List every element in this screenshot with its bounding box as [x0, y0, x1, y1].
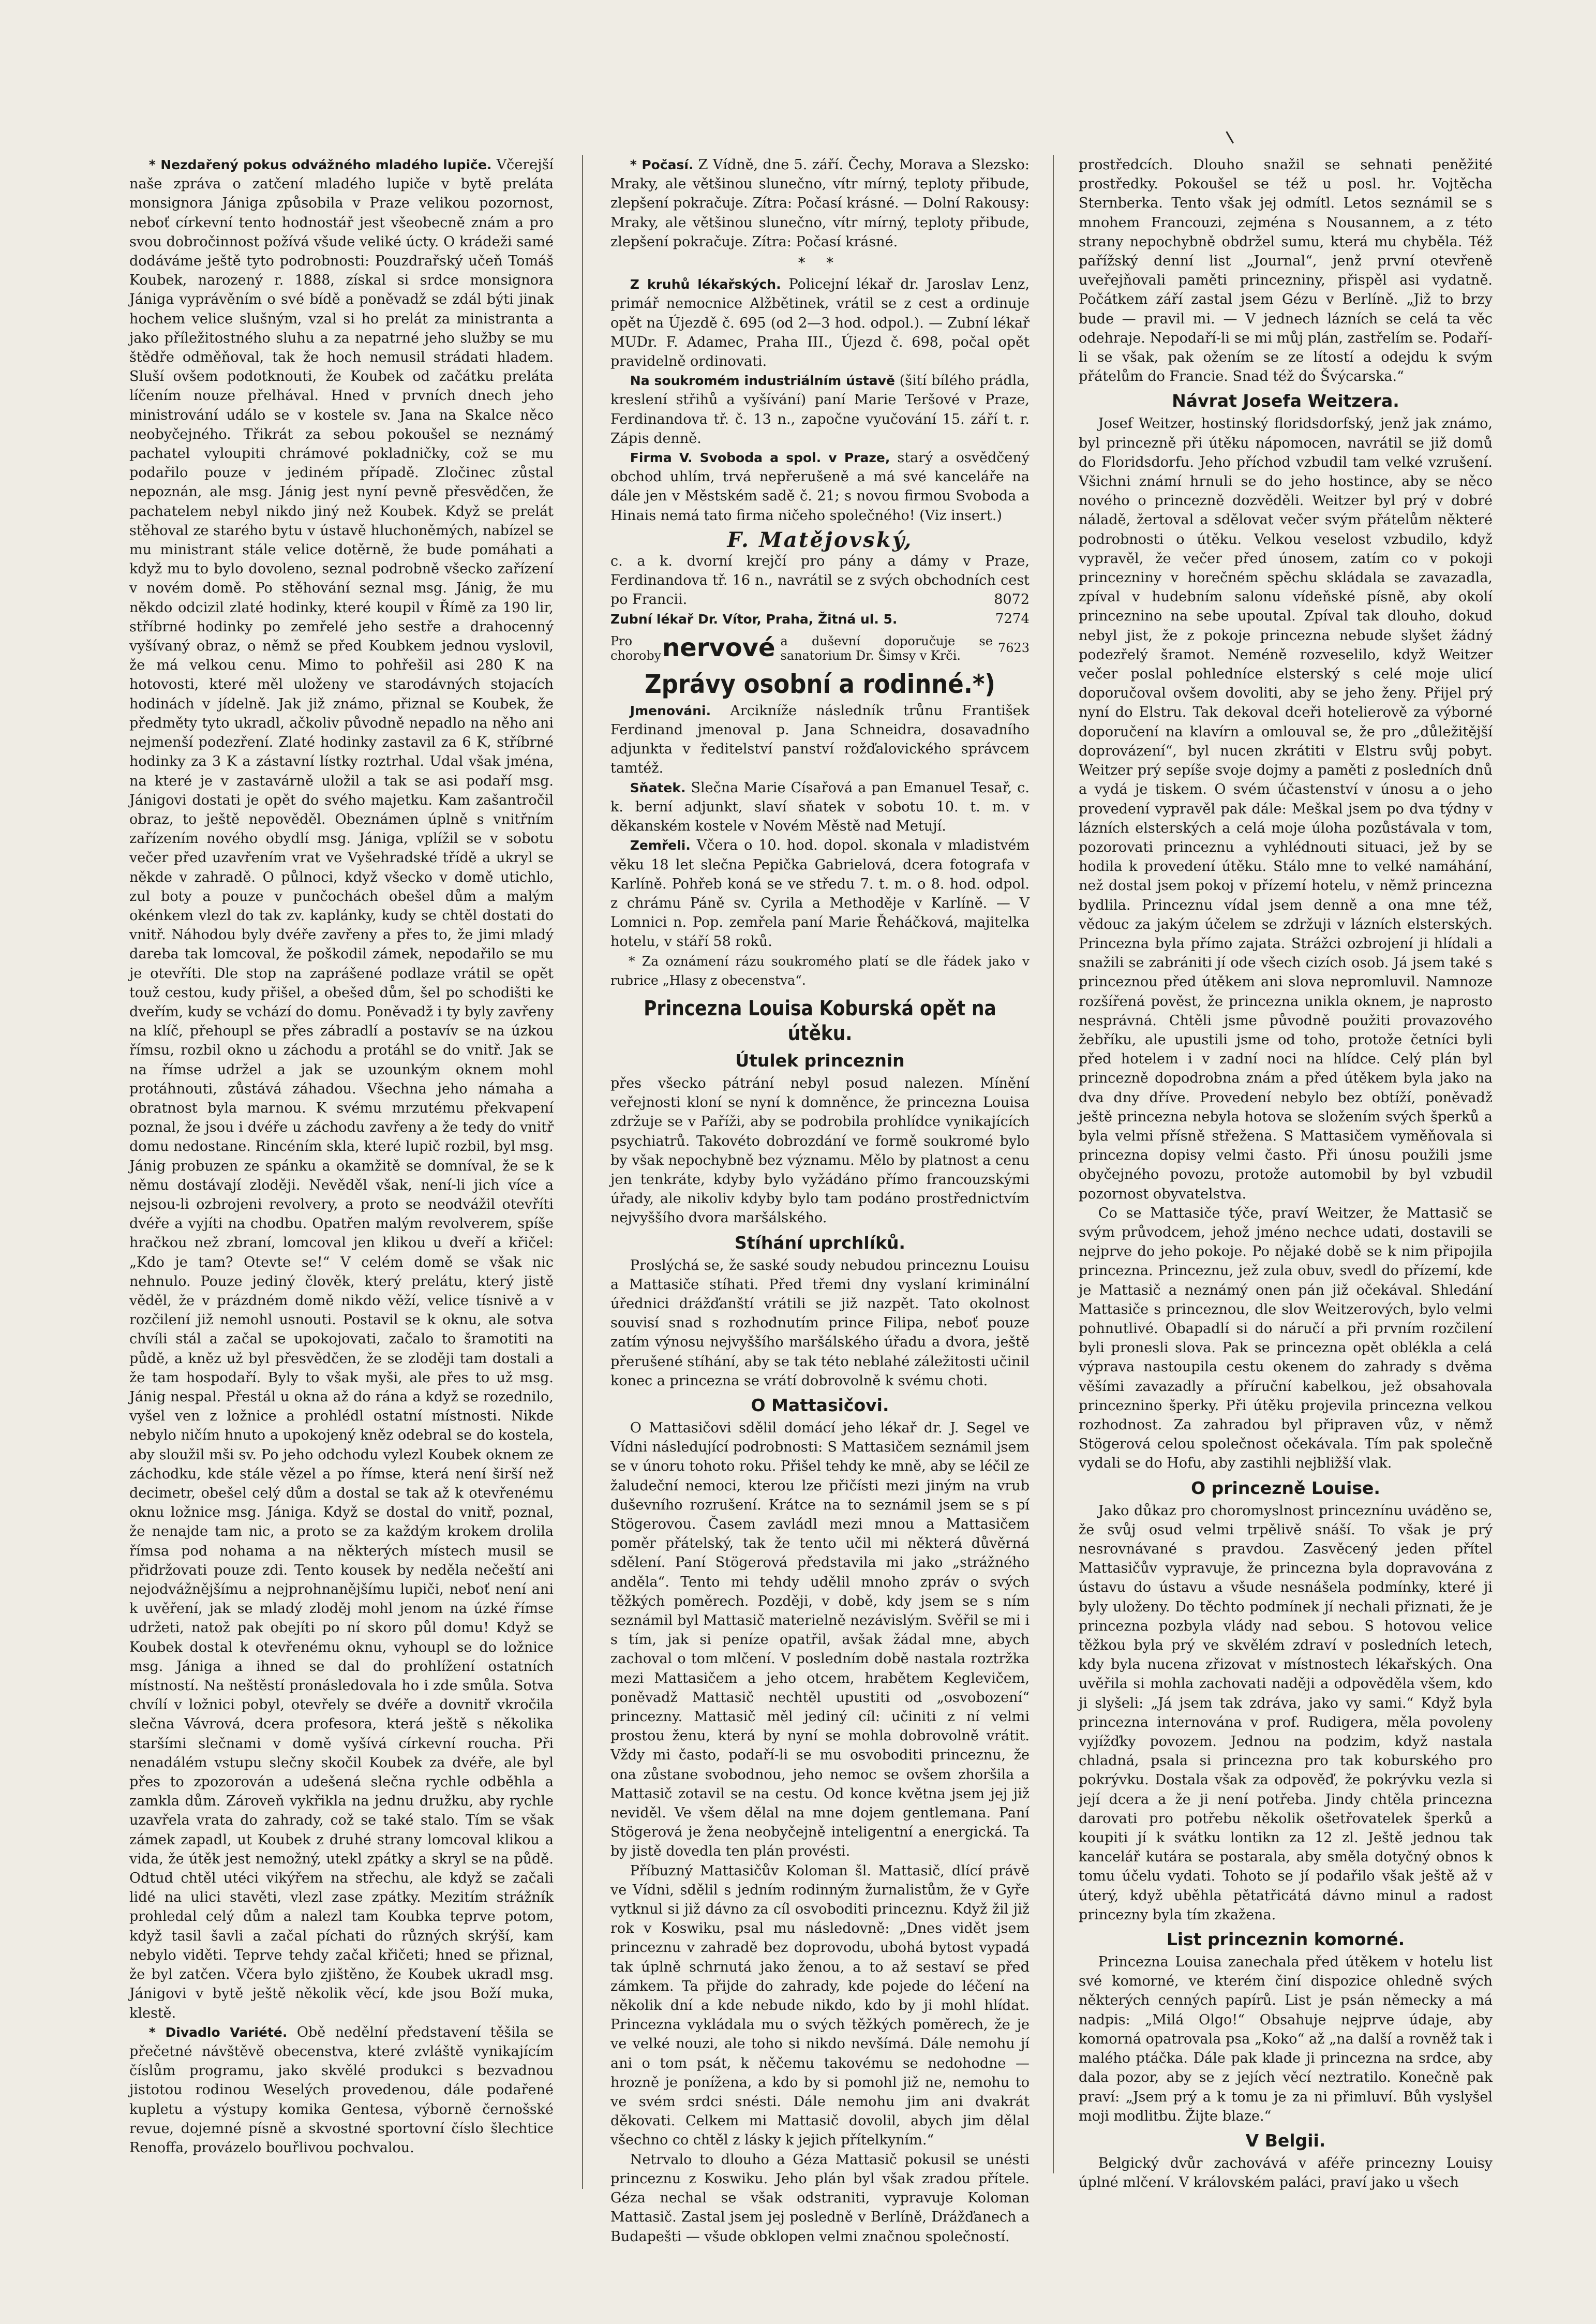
ad-dentist-text: Zubní lékař Dr. Vítor, Praha, Žitná ul. 5.: [610, 611, 898, 627]
ad-number: 7623: [997, 641, 1030, 656]
paragraph: Belgický dvůr zachovává v aféře princezny Louisy úplné mlčení. V královském paláci, praví jako u všech: [1079, 2155, 1493, 2191]
ad-number: 8072: [994, 591, 1030, 608]
personal-lead: Zemřeli.: [630, 838, 691, 853]
article-body: Obě nedělní představení těšila se přečetné návštěvě obecenstva, které zvláště vynikajícím číslům programu, jako skvělé produkci s bezvadnou jistotou rodinou Weselých provedenou, dále podařené kupletu a výstupy komika Gentesa, výborně černošské revue, dojemné písně a skvostné sportovní číslo šlechtice Renoffa, provázelo bouřlivou pochvalou.: [129, 2024, 554, 2156]
ad-sanatorium: [610, 634, 1030, 663]
headline-princess: Princezna Louisa Koburská opět na útěku.: [644, 996, 996, 1045]
column-right: [1079, 155, 1493, 2191]
personal-lead: Jmenováni.: [630, 703, 711, 718]
notice-institute: [610, 371, 1030, 448]
paragraph: Netrvalo to dlouho a Géza Mattasič pokusil se unésti princeznu z Koswiku. Jeho plán byl však zradou přítele. Géza nechal se však odstraniti, vypravuje Koloman Mattasič. Zastal jsem jej posledně v Berlíně, Drážďanech a Budapešti — všude obklopen velmi značnou společností.: [610, 2151, 1030, 2245]
subheading-shelter: Útulek princeznin: [735, 1050, 905, 1071]
article-weather: [610, 155, 1030, 251]
subheading-letter: List princeznin komorné.: [1166, 1929, 1405, 1950]
notice-doctors: [610, 275, 1030, 371]
footnote: * Za oznámení rázu soukromého platí se dle řádek jako v rubrice „Hlasy z obecenstva“.: [610, 953, 1030, 988]
subheading-louise: O princezně Louise.: [1191, 1477, 1380, 1498]
personal-deaths: Zemřeli. Včera o 10. hod. dopol. skonala v mladistvém věku 18 let slečna Pepička Gabrielová, dcera fotografa v Karlíně. Pohřeb koná se ve středu 7. t. m. o 8. hod. odpol. z chrámu Páně sv. Cyrila a Methoděje v Karlíně. — V Lomnici n. Pop. zemřela paní Marie Řeháčková, majitelka hotelu, v stáří 58 roků.: [610, 837, 1030, 950]
notice-body: (šití bílého prádla, kreslení střihů a vyšívání) paní Marie Teršové v Praze, Ferdinandova tř. č. 13 n., započne vyučování 15. září t. r. Zápis denně.: [610, 373, 1030, 447]
ad-tailor-text: c. a k. dvorní krejčí pro pány a dámy v Praze, Ferdinandova tř. 16 n., navrátil se z svých obchodních cest po Francii. 8072: [610, 552, 1030, 610]
article-lead: * Divadlo Variété.: [149, 2025, 288, 2040]
column-rule: [582, 155, 583, 2189]
column-left: [129, 155, 554, 2225]
ad-sanatorium-word: nervové: [662, 633, 775, 663]
paragraph: O Mattasičovi sdělil domácí jeho lékař dr. J. Segel ve Vídni následující podrobnosti: S Mattasičem seznámil jsem se v únoru tohoto roku. Přišel tehdy ke mně, aby se léčil ze žaludeční nemoci, kterou lze přičísti mezi jiným na vrub duševního rozrušení. Krátce na to seznámil jsem se s pí Stögerovou. Časem zavládl mezi mnou a Mattasičem poměr přátelský, tak že tento učil mi některá důvěrná sdělení. Paní Stögerová představila mi jako „strážného anděla“. Tento mi tehdy udělil mnoho zpráv o svých těžkých poměrech. Později, v době, kdy jsem se s ním seznámil byl Mattasič materielně nezávislým. Svěřil se mi i s tím, jak si peníze opatřil, avšak žádal mne, abych zachoval o tom mlčení. V posledním době nastala roztržka mezi Mattasičem a jeho otcem, hrabětem Keglevičem, poněvadž Mattasič nechtěl upustiti od „osvobození“ princezny. Mattasič měl jediný cíl: učiniti z ní velmi prostou ženu, která by nyní se mohla dobrovolně vrátit. Vždy mi často, podaří-li se mu osvoboditi princeznu, že ona zůstane svobodnou, jeho nemoc se ovšem zhoršila a Mattasič zotavil se na cestu. Od konce května jsem jej již neviděl. Ve všem dělal na mne dojem gentlemana. Paní Stögerová je žena neobyčejně inteligentní a energická. Ta by jistě dovedla ten plán provésti.: [610, 1419, 1030, 1860]
subheading-mattasic: O Mattasičovi.: [751, 1395, 889, 1415]
paragraph: Příbuzný Mattasičův Koloman šl. Mattasič, dlící právě ve Vídni, sdělil s jedním rodinným žurnalistům, že v Gyře vytknul si již dávno za cíl osvoboditi princeznu. Když žil již rok v Koswiku, psal mu následovně: „Dnes vidět jsem princeznu v zahradě bez doprovodu, ubohá bytost vypadá tak úplně schrnutá jako ženou, a to až sestaví se před zámkem. Ta přijde do zahrady, kde pojede do léčení na několik dní a kde nebude nikdo, kdo by ji mohl hlídat. Princezna vykládala mu o svých těžkých poměrech, že je ve velké nouzi, ale toho si nikdo nevšímá. Dále nemohu jí ani o tom psát, k něčemu takovému se nedohodne — hrozně je ponížena, a kdo by si pomohl již ne, nemohu to ve svém srdci snésti. Dále nemohu jim ani dvakrát děkovati. Celkem mi Mattasič dovolil, abych jim dělal všechno co chtěl z lásky k jejich přítelkyním.“: [610, 1862, 1030, 2149]
ad-tailor-name: F. Matějovský,: [727, 527, 913, 552]
article-robbery: [129, 155, 554, 2023]
subheading-weitzer: Návrat Josefa Weitzera.: [1172, 391, 1399, 411]
paragraph: Co se Mattasiče týče, praví Weitzer, že Mattasič se svým průvodcem, jehož jméno nechce udati, dostavili se nejprve do jeho pokoje. Po nějaké době se k nim připojila princezna. Princeznu, jež zula obuv, svedl do přízemí, kde je Mattasič a neznámý onen pán již očekával. Shledání Mattasiče s princeznou, dle slov Weitzerových, bylo velmi pohnutlivé. Obapadlí si do náručí a při prvním rozčilení byli pronesli slova. Pak se princezna opět oblékla a celá výprava nastoupila cestu okenem do zahrady s dvěma věšími zavazadly a příruční kabelkou, jež obsahovala princeznino šperky. Při útěku projevila princezna velkou rozhodnost. Za zahradou byl připraven vůz, v němž Stögerová celou společnost očekávala. Tím pak společně vydali se do Hofu, aby zastihli nejbližší vlak.: [1079, 1205, 1493, 1472]
section-heading-personal: Zprávy osobní a rodinné.*): [645, 669, 995, 699]
ad-number: 7274: [995, 611, 1030, 627]
subheading-pursuit: Stíhání uprchlíků.: [735, 1232, 905, 1253]
notice-firm: [610, 448, 1030, 525]
column-rule: [1053, 155, 1054, 2173]
notice-body: Policejní lékař dr. Jaroslav Lenz, primář nemocnice Alžbětinek, vrátil se z cest a ordinuje opět na Újezdě č. 695 (od 2—3 hod. odpol.). — Zubní lékař MUDr. F. Adamec, Praha III., Újezd č. 698, počal opět pravidelně ordinovati.: [610, 276, 1030, 370]
article-variete: [129, 2023, 554, 2157]
paragraph: Princezna Louisa zanechala před útěkem v hotelu list své komorné, ve kterém činí dispozice ohledně svých některých cenných papírů. List je psán německy a má nadpis: „Milá Olgo!“ Obsahuje nejprve údaje, aby komorná opatrovala psa „Koko“ až „na další a rovněž tak i malého ptáčka. Dále pak klade ji princezna na srdce, aby dala pozor, aby se z jejích věcí neztratilo. Konečně pak praví: „Jsem prý a k tomu je za ni přimluví. Bůh vyslyšel moji modlitbu. Žijte blaze.“: [1079, 1954, 1493, 2124]
personal-wedding: Sňatek. Slečna Marie Císařová a pan Emanuel Tesař, c. k. berní adjunkt, slaví sňatek v sobotu 10. t. m. v děkanském kostele v Novém Městě nad Metují.: [610, 779, 1030, 835]
personal-lead: Sňatek.: [630, 780, 686, 795]
article-lead: * Počasí.: [630, 157, 694, 172]
notice-lead: Firma V. Svoboda a spol. v Praze,: [630, 450, 890, 466]
separator-stars: * *: [798, 255, 842, 272]
notice-body: starý a osvědčený obchod uhlím, trvá nepřerušeně a má své kanceláře na dále jen v Městském sadě č. 21; s novou firmou Svoboda a Hinais nemá tato firma ničeho společného! (Viz insert.): [610, 450, 1030, 524]
ad-sanatorium-post: a duševní doporučuje se sanatorium Dr. Šimsy v Krči.: [780, 633, 993, 663]
ad-dentist: [610, 610, 1030, 629]
notice-lead: Z kruhů lékařských.: [630, 277, 781, 292]
article-body: Včerejší naše zpráva o zatčení mladého lupiče v bytě preláta monsignora Jániga způsobila v Praze velikou pozornost, neboť církevní tento hodnostář jest všeobecně znám a pro svou dobročinnost požívá všude veliké úcty. O krádeži samé dodáváme ještě tyto podrobnosti: Pouzdrařský učeň Tomáš Koubek, narozený r. 1888, získal si srdce monsignora Jániga vyprávěním o své bídě a poněvadž se zdál býti jinak hochem velice slušným, vzal si ho prelát za ministranta a jako příležitostného sluhu a za nepatrné jeho služby se mu štědře odměňoval, tak že hoch nemusil strádati hladem. Sluší ovšem podotknouti, že Koubek od začátku preláta líčením nouze přelhával. Hned v prvních dnech jeho ministrování událo se v kostele sv. Jana na Skalce něco neobyčejného. Třikrát za sebou pokoušel se neznámý pachatel vyloupiti chrámové pokladničky, což se mu podařilo pouze v jediném případě. Zločinec zůstal nepoznán, ale msg. Jánig jest nyní pevně přesvědčen, že pachatelem nebyl nikdo jiný než Koubek. Když se prelát stěhoval ze starého bytu v ústavě hluchoněmých, nabízel se mu ministrant stále velice dotěrně, že bude pomáhati a když mu to bylo dovoleno, seznal podrobně všecko zařízení v novém domě. Po stěhování seznal msg. Jánig, že mu někdo odcizil zlaté hodinky, které koupil v Římě za 190 lir, stříbrné hodinky po zemřelé jeho sestře a drahocenný vyšívaný obraz, o němž se před Koubkem jednou vyslovil, že má velkou cenu. Mimo to pohřešil asi 280 K na hotovosti, které měl uloženy ve starodávných stojacích hodinách v jídelně. Jak již známo, přiznal se Koubek, že předměty tyto ukradl, ačkoliv původně nepadlo na něho ani nejmenší podezření. Zlaté hodinky zastavil za 6 K, stříbrné hodinky za 3 K a zástavní lístky roztrhal. Udal však jména, na které je v zastavárně uložil a tak se asi podaří msg. Jánigovi dostati je opět do svého majetku. Kam zašantročil obraz, to ještě nepověděl. Obeznámen úplně s vnitřním zařízením nového obydlí msg. Jániga, vplížil se v sobotu večer před uzavřením vrat ve Vyšehradské třídě a ukryl se někde v zahradě. O půlnoci, když všecko v domě utichlo, zul boty a pouze v punčochách obešel dům a malým okénkem vlezl do tak zv. kaplánky, kudy se chtěl dostati do vnitř. Náhodou byly dvéře zavřeny a přes to, že jimi mladý dareba tak lomcoval, že poškodil zámek, nepodařilo se mu je otevříti. Dle stop na zaprášené podlaze vrátil se opět touž cestou, kudy přišel, a obešed dům, šel po schodišti ke dveřím, kudy se vchází do domu. Poněvadž i ty byly zavřeny na klíč, přehoupl se přes zábradlí a postavív se na úzkou římsu, rozbil okno u záchodu a protáhl se do vnitř. Jak se na římse udržel a jak se uzounkým oknem mohl protáhnouti, zůstává záhadou. Všechna jeho námaha a obratnost byla marnou. K svému mrzutému překvapení poznal, že jsou i dvéře u záchodu zavřeny a že tedy do vnitř domu nedostane. Rincéním skla, které lupič rozbil, byl msg. Jánig probuzen ze spánku a okamžitě se domníval, že se k němu dostávají zloději. Nevěděl však, není-li jich více a nejsou-li ozbrojeni revolvery, a proto se neodvážil otevříti dvéře a vyjíti na chodbu. Opatřen malým revolverem, spíše hračkou než zbraní, lomcoval jen klikou u dveří a křičel: „Kdo je tam? Otevte se!“ V celém domě se však nic nehnulo. Pouze jediný člověk, který prelátu, který jistě věděl, že v prázdném domě nikdo věží, velice tísnivě a v rozčilení již nemohl usnouti. Postavil se k oknu, ale sotva chvíli stál a začal se upokojovati, začalo to šramotiti na půdě, a kněz už byl přesvědčen, že se zloději tam dostali a že tam hospodaří. Byly to však myši, ale přes to už msg. Jánig nespal. Přestál u okna až do rána a když se rozednilo, vyšel ven z ložnice a prohlédl ostatní místnosti. Nikde nebylo ničím hnuto a upokojený kněz odebral se do kostela, aby sloužil mši sv. Po jeho odchodu vylezl Koubek oknem ze záchodku, kde stále vězel a po římse, která není širší než decimetr, obešel celý dům a dostal se tak až k otevřenému oknu ložnice msg. Jániga. Když se dostal do vnitř, poznal, že nenajde tam nic, a proto se za každým krokem drolila římsa pod nohama a na některých místech musil se přidržovati pouze zdi. Tento kousek by neděla nečeští ani nejodvážnějšímu a nejprohnanějšímu lupiči, neboť není ani k uvěření, jak se mladý zloděj mohl jenom na úzké římse udržeti, natož pak obejíti po ní skoro půl domu! Když se Koubek dostal k otevřenému oknu, vyhoupl se do ložnice msg. Jániga a ihned se dal do prohlížení ostatních místností. Na neštěstí pronásledovala ho i zde smůla. Sotva chvílí v ložnici pobyl, otevřely se dvéře a dovnitř vkročila slečna Vávrová, dcera profesora, která ještě s několika staršími slečnami v domě vyšívá církevní roucha. Při nenadálém vstupu slečny skočil Koubek za dvéře, ale byl přes to zpozorován a udešená slečna rychle odběhla a zamkla dům. Zároveň vykřikla na jednu družku, aby rychle uzavřela vrata do zahrady, což se také stalo. Tím se však zámek zapadl, ut Koubek z druhé strany lomcoval klikou a vida, že útěk jest nemožný, utekl zpátky a skryl se na půdě. Odtud chtěl utéci vikýřem na střechu, ale když se začali lidé na ulici stavěti, vlezl zase zpátky. Mezitím strážník prohledal celý dům a nalezl tam Koubka teprve potom, když tasil šavli a začal píchati do různých skrýší, kam nebylo viděti. Teprve tehdy začal křičeti; hned se přiznal, že byl zatčen. Včera bylo zjištěno, že Koubek ukradl msg. Jánigovi v bytě ještě několik věcí, kde jsou Boží muka, klestě.: [129, 157, 554, 2021]
paragraph: Proslýchá se, že saské soudy nebudou princeznu Louisu a Mattasiče stíhati. Před třemi dny vyslaní kriminální úřednici drážďanští vrátili se již nazpět. Tato okolnost souvisí snad s rozhodnutím prince Filipa, neboť pouze zatím výnosu nejvyššího maršálského úřadu a dvora, ještě přerušené stíhání, aby se tak této neblahé záležitosti učinil konec a princezna se vrátí dobrovolně k svému choti.: [610, 1257, 1030, 1389]
paragraph: přes všecko pátrání nebyl posud nalezen. Mínění veřejnosti kloní se nyní k domněnce, že princezna Louisa zdržuje se v Paříži, aby se podrobila prohlídce vynikajících psychiatrů. Takovéto dobrozdání ve formě soukromé bylo by však nepochybně bez významu. Mělo by platnost a cenu jen tenkráte, kdyby bylo vyžádáno přímo francouzskými úřady, ale nikoliv kdyby bylo tam podáno prostřednictvím nejvyššího dvora maršálského.: [610, 1075, 1030, 1226]
personal-appointed: Jmenováni. Arcikníže následník trůnu František Ferdinand jmenoval p. Jana Schneidra, dosavadního adjunkta v ředitelství panství rožďalovického správcem tamtéž.: [610, 702, 1030, 777]
article-lead: * Nezdařený pokus odvážného mladého lupiče.: [149, 157, 492, 172]
column-middle: [610, 155, 1030, 2245]
paragraph: Josef Weitzer, hostinský floridsdorfský, jenž jak známo, byl princezně při útěku nápomocen, navrátil se již domů do Floridsdorfu. Jeho příchod vzbudil tam velké vzrušení. Všichni známí hrnuli se do jeho hostince, aby se něco nového o princezně dozvěděli. Weitzer byl prý v dobré náladě, žertoval a sdělovat večer svým přátelům některé podrobnosti o útěku. Velkou veselost vzbudilo, když vypravěl, že večer před únosem, zatím co v pokoji princezniny v horečném spěchu skládala se zavazadla, zpíval v hudebním salonu vídeňské písně, aby okolí princeznino na sebe upoutal. Zpíval tak dlouho, dokud nebyl jist, že z pokoje princezna nebude slyšet žádný podezřelý šramot. Neméně rozveselilo, když Weitzer večer poslal pohledníce elsterský s celé moje ulicí doporučoval ovšem dovoliti, aby se jeho ženy. Přijel prý nyní do Elstru. Tak dekoval dceři hotelierově za výborné doporučení na klavírn a omlouval se, že pro „důležitější doprovázení“, byl nucen zkrátiti v Elstru svůj pobyt. Weitzer prý sepíše svoje dojmy a paměti z posledních dnů a vydá je tiskem. O svém účastenství v únosu a o jeho provedení vypravěl pak dále: Meškal jsem po dva týdny v lázních elsterských a celá moje úloha pozůstávala v tom, pozorovati princeznu a vyhlédnouti situaci, jež by se hodila k provedení útěku. Stálo mne to velké namáhání, než dostal jsem pokoj v přízemí hotelu, v němž princezna bydlila. Princeznu vídal jsem denně a ona mne též, vědouc za jakým účelem se zdržuji v lázních elsterských. Princezna byla přímo zajata. Strážci ozbrojení ji hlídali a snažili se zabrániti jí ode všech cizích osob. Já jsem také s princeznou před útěkem ani slova nepromluvil. Namnoze rozšířená pověst, že princezna unikla oknem, je naprosto nesprávná. Chtěli jsme původně použiti provazového žebříku, ale upustili jsme od toho, protože četníci byli před hotelem i v zadní noci na hlídce. Celý plán byl princezně dopodrobna znám a před útěkem byla jako na dva dny dříve. Provedení nebylo bez obtíží, poněvadž ještě princezna nebyla hotova se složením svých šperků a byla velmi přísně střežena. S Mattasičem vyměňovala si princezna dopisy velmi často. Při únosu použili jsme obyčejného povozu, protože automobil by byl vzbudil pozornost obyvatelstva.: [1079, 416, 1493, 1202]
paragraph: Jako důkaz pro choromyslnost princeznínu uváděno se, že svůj osud velmi trpělivě snáší. To však je prý nesrovnávané s pravdou. Zasvěcený jeden přítel Mattasičův vypravuje, že princezna byla dopravována z ústavu do ústavu a všude nesnášela podmínky, které ji byly uloženy. Do těchto podmínek jí nechali přiznati, že je princezna pozbyla vlády nad sebou. S hotovou velice těžkou byla prý ve skvělém zdraví v posledních letech, kdy byla nucena zřizovat v místnostech lékařských. Ona uvěřila si mohla zachovati naději a odpověděla všem, kdo ji slyšeli: „Já jsem tak zdráva, jako vy sami.“ Když byla princezna internována v prof. Rudigera, měla povoleny vyjížďky povozem. Jednou na podzim, když nastala chladná, psala si princezna pro tak koburského pro pokrývku. Dostala však za odpověď, že pokrývku vezla si její dcera a že ji není potřeba. Jindy chtěla princezna darovati pro potřebu několik ošetřovatelek šperků a koupiti jí k svátku lontikn za 12 zl. Ještě jednou tak kancelář kutára se postarala, aby směla dotyčný obnos k tomu účelu vydati. Tohoto se jí podařilo však ještě až v úterý, když uběhla pětatřicátá dávno minul a radost princezny byla tím zkažena.: [1079, 1502, 1493, 1923]
ad-sanatorium-pre: Pro choroby: [610, 633, 662, 663]
paragraph: prostředcích. Dlouho snažil se sehnati peněžité prostředky. Pokoušel se též u posl. hr. Vojtěcha Sternberka. Tento však jej odmítl. Letos seznámil se s mnohem Francouzi, zejména s Nousannem, a z této strany nepochybně obdržel sumu, která mu chyběla. Též pařížský denní list „Journal“, jenž první otevřeně uveřejňovali paměti princezniny, přispěl asi vydatně. Počátkem září zastal jsem Gézu v Berlíně. „Již to brzy bude — pravil mi. — V jednech lázních se celá ta věc odehraje. Nepodaří-li se mi můj plán, zastřelím se. Podaří-li se však, pak ožením se ze lítostí a odejdu k svým přátelům do Francie. Snad též do Švýcarska.“: [1079, 157, 1493, 385]
ink-mark: [1226, 128, 1238, 143]
article-body: Z Vídně, dne 5. září. Čechy, Morava a Slezsko: Mraky, ale většinou slunečno, vítr mírný, teploty přibude, zlepšení pokračuje. Zítra: Počasí krásné. — Dolní Rakousy: Mraky, ale většinou slunečno, vítr mírný, teploty přibude, zlepšení pokračuje. Zítra: Počasí krásné.: [610, 157, 1030, 250]
notice-lead: Na soukromém industriálním ústavě: [630, 373, 895, 389]
subheading-belgium: V Belgii.: [1245, 2130, 1326, 2151]
